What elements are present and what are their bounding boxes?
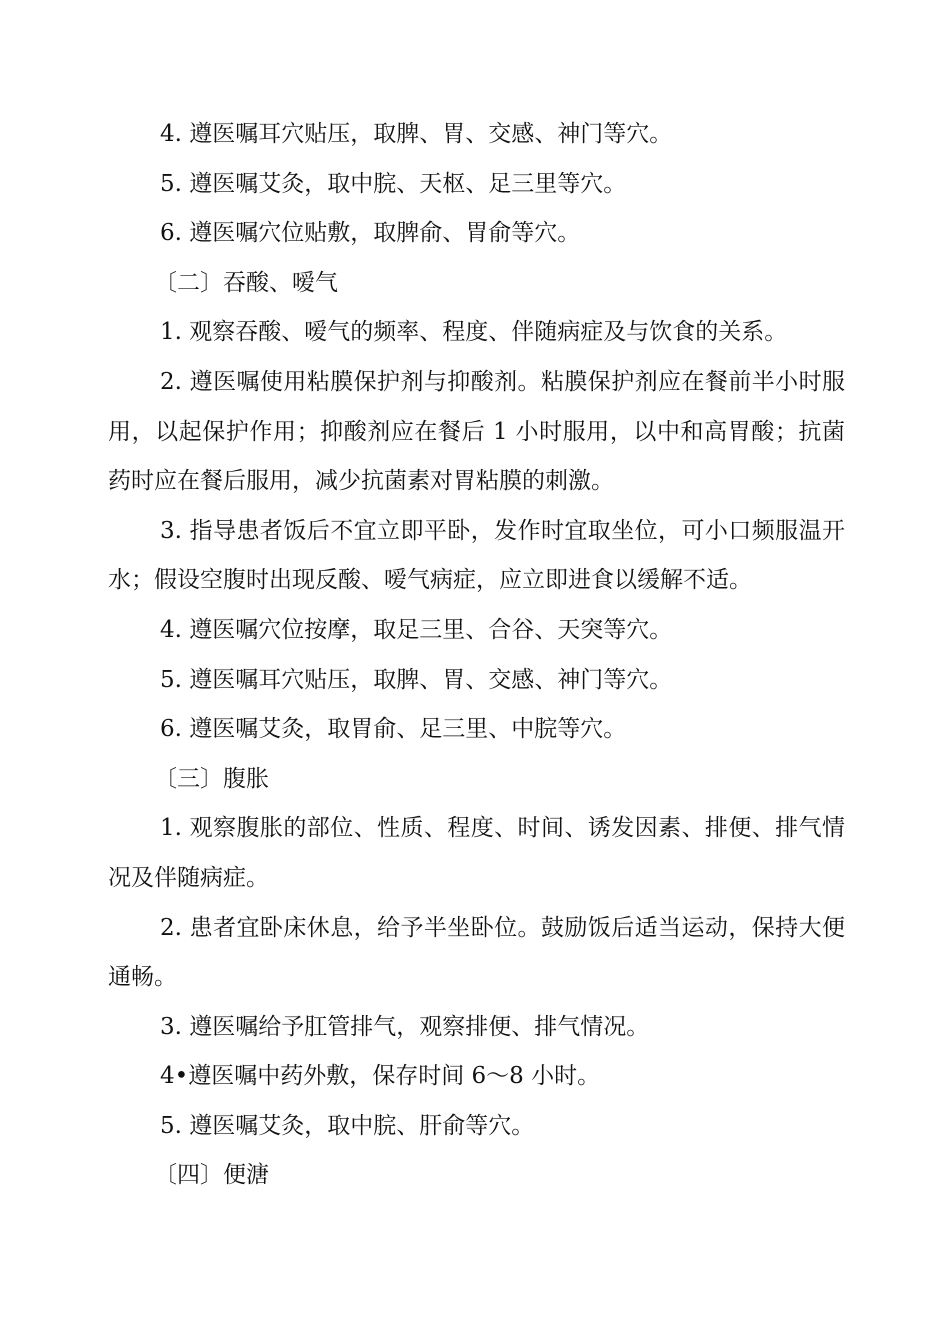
paragraph: 1. 观察腹胀的部位、性质、程度、时间、诱发因素、排便、排气情况及伴随病症。 — [108, 815, 845, 891]
paragraph: 2. 遵医嘱使用粘膜保护剂与抑酸剂。粘膜保护剂应在餐前半小时服用，以起保护作用；抑酸剂应在餐后 1 小时服用，以中和高胃酸；抗菌药时应在餐后服用，减少抗菌素对胃粘膜的刺激。 — [108, 368, 845, 495]
paragraph: 3. 遵医嘱给予肛管排气，观察排便、排气情况。 — [160, 1013, 650, 1040]
paragraph: 6. 遵医嘱穴位贴敷，取脾俞、胃俞等穴。 — [160, 220, 581, 247]
paragraph: 4•遵医嘱中药外敷，保存时间 6〜8 小时。 — [160, 1063, 601, 1090]
paragraph: 4. 遵医嘱耳穴贴压，取脾、胃、交感、神门等穴。 — [160, 121, 673, 147]
section-heading: 〔四〕便溏 — [154, 1162, 269, 1189]
paragraph: 5. 遵医嘱耳穴贴压，取脾、胃、交感、神门等穴。 — [160, 666, 673, 693]
paragraph: 6. 遵医嘱艾灸，取胃俞、足三里、中脘等穴。 — [160, 716, 627, 743]
paragraph: 2. 患者宜卧床休息，给予半坐卧位。鼓励饭后适当运动，保持大便通畅。 — [108, 914, 845, 991]
section-heading: 〔三〕腹胀 — [154, 765, 269, 792]
paragraph: 1. 观察吞酸、嗳气的频率、程度、伴随病症及与饮食的关系。 — [160, 319, 788, 346]
section-heading: 〔二〕吞酸、嗳气 — [154, 269, 338, 296]
paragraph: 5. 遵医嘱艾灸，取中脘、肝俞等穴。 — [160, 1112, 535, 1139]
paragraph: 4. 遵医嘱穴位按摩，取足三里、合谷、天突等穴。 — [160, 616, 673, 643]
paragraph: 3. 指导患者饭后不宜立即平卧，发作时宜取坐位，可小口频服温开水；假设空腹时出现反酸、嗳气病症，应立即进食以缓解不适。 — [108, 517, 845, 594]
document-body — [108, 110, 845, 1201]
paragraph: 5. 遵医嘱艾灸，取中脘、天枢、足三里等穴。 — [160, 170, 627, 197]
